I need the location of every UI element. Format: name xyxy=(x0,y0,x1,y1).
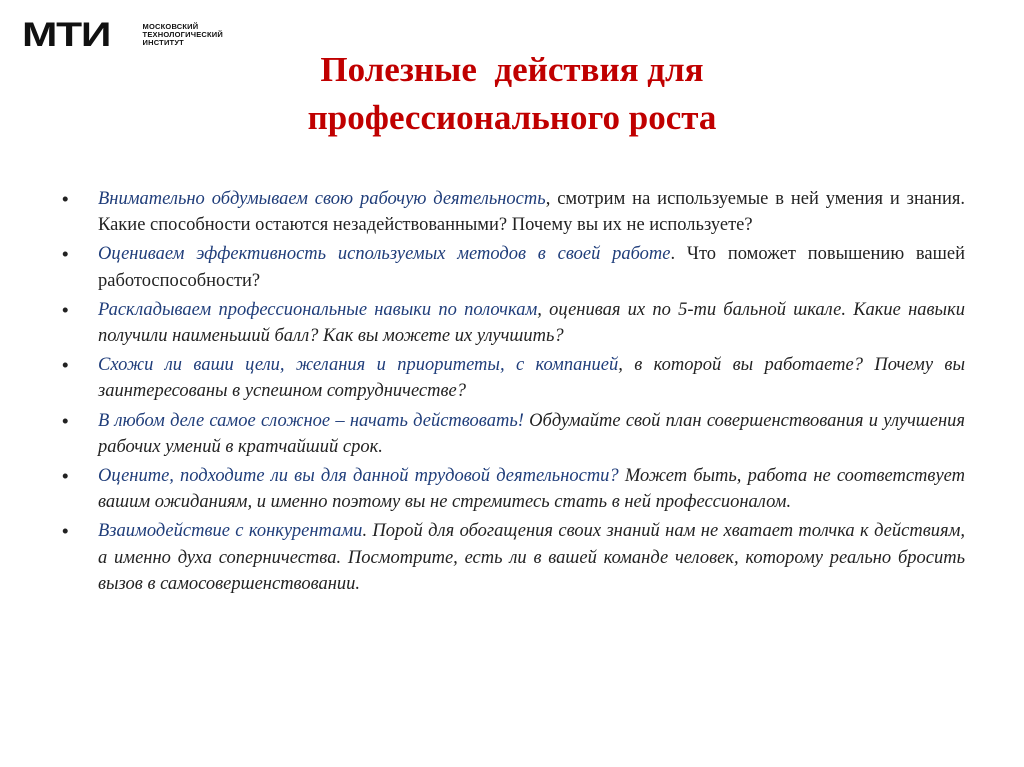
list-item xyxy=(62,241,965,293)
item-text: . Что поможет повышению вашей работоспособности? xyxy=(98,244,965,291)
list-item xyxy=(62,352,965,404)
bullet-marker: • xyxy=(62,188,69,209)
logo-line: МОСКОВСКИЙ xyxy=(142,22,199,31)
item-highlight: Схожи ли ваши цели, желания и приоритеты, с компанией xyxy=(98,355,619,376)
item-text: , оценивая их по 5-ти бальной шкале. Какие навыки получили наименьший балл? Как вы можете их улучшить? xyxy=(98,299,965,347)
title-line-2: профессионального роста xyxy=(307,98,717,137)
item-text: Обдумайте свой план совершенствования и улучшения рабочих умений в кратчайший срок. xyxy=(98,410,966,457)
list-item xyxy=(62,297,965,349)
bullet-marker: • xyxy=(62,298,69,320)
item-text: . Порой для обогащения своих знаний нам не хватает толчка к действиям, а именно духа соперничества. Посмотрите, есть ли в вашей команде человек, которому реально бросить вызов в самосовершенствовании. xyxy=(98,521,966,594)
list-item xyxy=(62,408,965,460)
list-item xyxy=(62,518,965,597)
list-item xyxy=(62,186,965,238)
item-highlight: В любом деле самое сложное – начать действовать! xyxy=(98,410,524,431)
title-line-1: Полезные действия для xyxy=(320,50,704,89)
list-item xyxy=(62,463,965,515)
bullet-marker: • xyxy=(62,243,69,265)
item-text: Может быть, работа не соответствует вашим ожиданиям, и именно поэтому вы не стремитесь стать в ней профессионалом. xyxy=(98,466,965,513)
bullet-marker: • xyxy=(62,354,69,376)
page-title xyxy=(0,46,1024,142)
bullet-marker: • xyxy=(62,520,69,542)
item-highlight: Внимательно обдумываем свою рабочую деятельность xyxy=(98,189,546,209)
logo-line: ТЕХНОЛОГИЧЕСКИЙ xyxy=(142,30,223,39)
item-highlight: Оцените, подходите ли вы для данной трудовой деятельности? xyxy=(98,466,619,487)
bullet-marker: • xyxy=(62,409,69,431)
item-highlight: Оцениваем эффективность используемых методов в своей работе xyxy=(98,244,671,265)
logo-line: ИНСТИТУТ xyxy=(142,38,184,47)
logo-wordmark xyxy=(143,23,223,47)
bullet-marker: • xyxy=(62,465,69,487)
item-highlight: Взаимодействие с конкурентами xyxy=(98,521,363,542)
item-highlight: Раскладываем профессиональные навыки по полочкам xyxy=(98,299,538,320)
item-text: , смотрим на используемые в ней умения и знания. Какие способности остаются незадействованными? Почему вы их не используете? xyxy=(98,189,965,236)
tips-list xyxy=(62,186,965,600)
item-text: , в которой вы работаете? Почему вы заинтересованы в успешном сотрудничестве? xyxy=(98,355,965,402)
logo-mark: МТИ xyxy=(22,16,111,54)
